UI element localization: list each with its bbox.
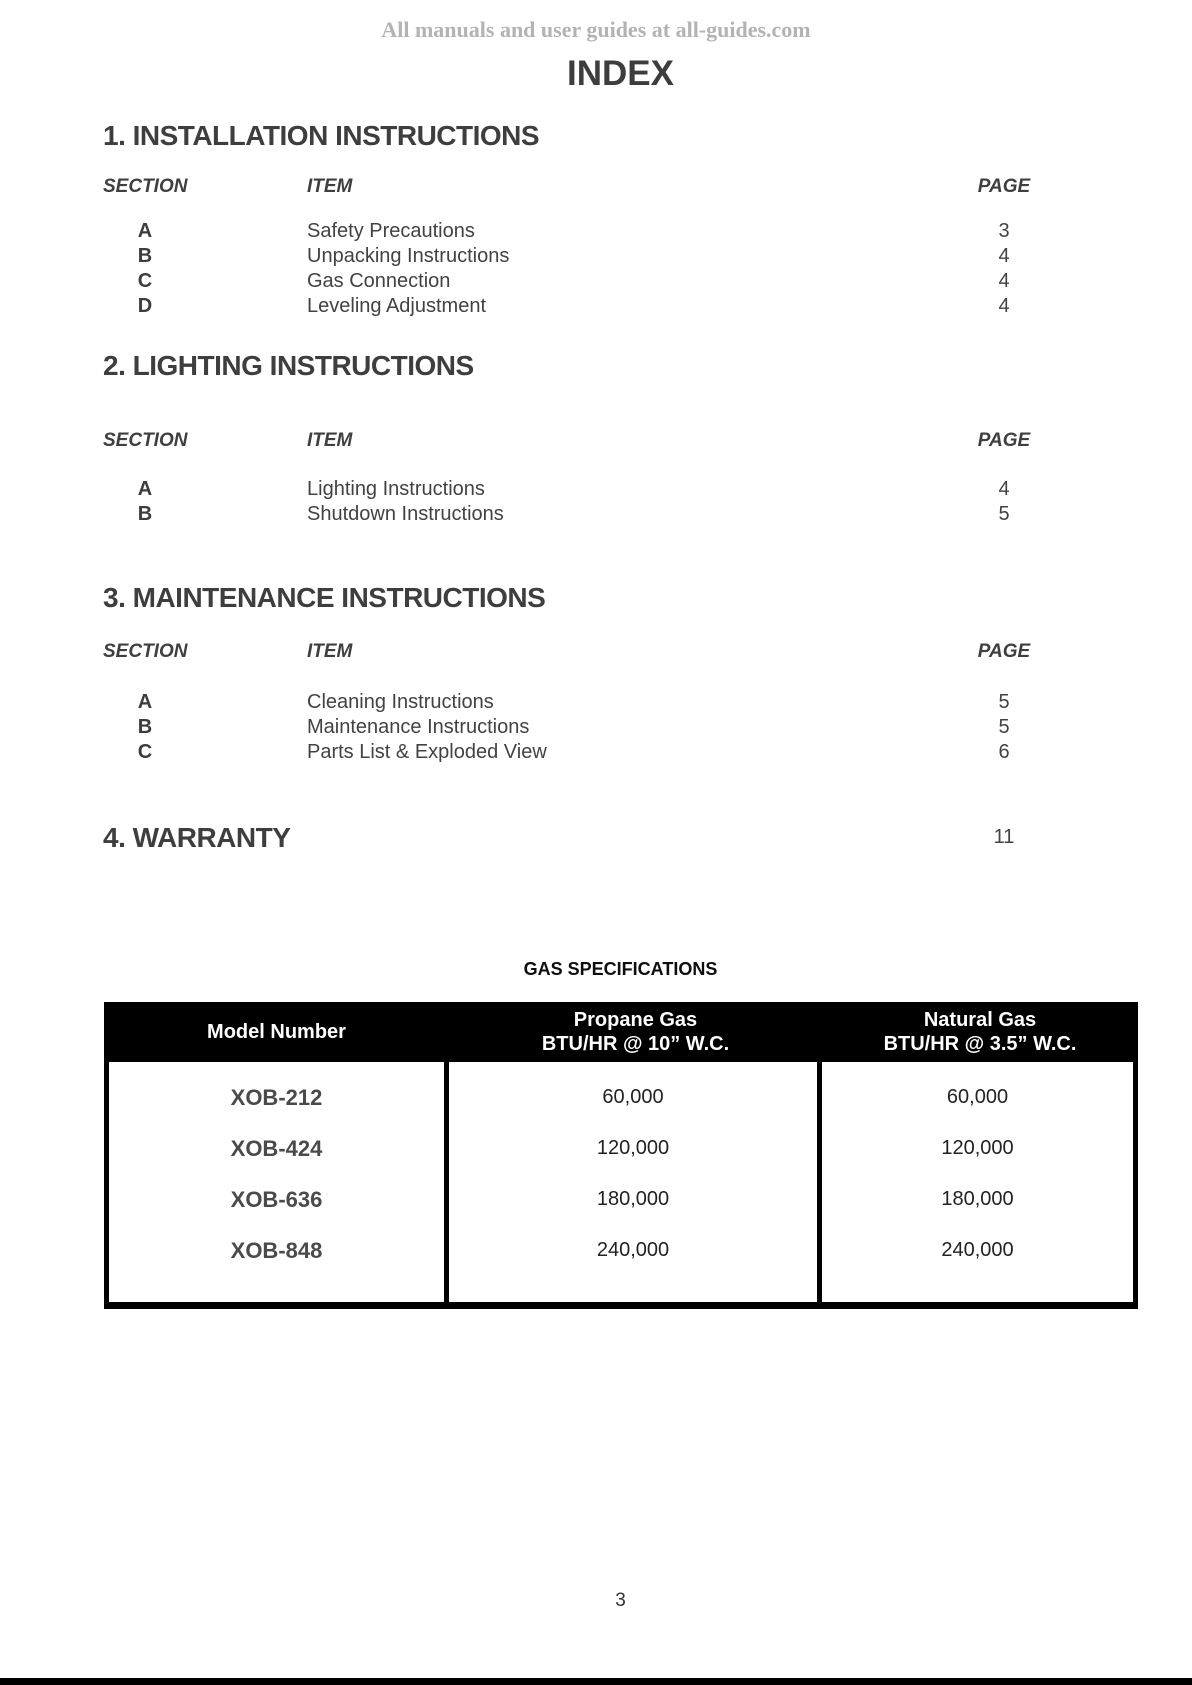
section-heading: 3. MAINTENANCE INSTRUCTIONS bbox=[103, 582, 546, 613]
toc-rows bbox=[103, 219, 1138, 319]
column-header-page: PAGE bbox=[977, 641, 1031, 662]
column-propane-values bbox=[449, 1062, 817, 1302]
toc-item-label: Maintenance Instructions bbox=[307, 716, 530, 738]
header-propane-line1: Propane Gas bbox=[573, 1009, 698, 1031]
toc-item-label: Cleaning Instructions bbox=[307, 691, 494, 713]
gas-spec-table bbox=[104, 1002, 1138, 1309]
toc-page-number: 5 bbox=[998, 716, 1010, 738]
toc-row bbox=[103, 477, 1138, 502]
header-model-label: Model Number bbox=[207, 1021, 346, 1043]
toc-row bbox=[103, 269, 1138, 294]
toc-section-letter: B bbox=[137, 716, 153, 738]
toc-row bbox=[103, 715, 1138, 740]
spec-cell-natural-value: 120,000 bbox=[941, 1137, 1014, 1159]
toc-item-label: Leveling Adjustment bbox=[307, 295, 487, 317]
section-heading: 2. LIGHTING INSTRUCTIONS bbox=[103, 350, 474, 381]
toc-rows bbox=[103, 690, 1138, 765]
toc-section-letter: B bbox=[137, 245, 153, 267]
toc-row bbox=[103, 690, 1138, 715]
column-header-section: SECTION bbox=[103, 430, 188, 451]
spec-cell-propane-value: 120,000 bbox=[596, 1137, 670, 1159]
toc-section-letter: A bbox=[137, 220, 153, 242]
header-natural-line2: BTU/HR @ 3.5” W.C. bbox=[883, 1033, 1077, 1055]
section-heading: 1. INSTALLATION INSTRUCTIONS bbox=[103, 120, 540, 151]
toc-section-letter: A bbox=[137, 691, 153, 713]
column-model-numbers bbox=[109, 1062, 444, 1302]
warranty-heading: 4. WARRANTY bbox=[103, 822, 291, 853]
spec-cell-model: XOB-636 bbox=[230, 1187, 323, 1212]
toc-row bbox=[103, 294, 1138, 319]
toc-page-number: 5 bbox=[998, 691, 1010, 713]
toc-row bbox=[103, 740, 1138, 765]
column-header-page: PAGE bbox=[977, 430, 1031, 451]
spec-cell-natural-value: 60,000 bbox=[946, 1086, 1009, 1108]
toc-column-headers bbox=[103, 176, 1138, 198]
page-number: 3 bbox=[615, 1590, 626, 1611]
toc-row bbox=[103, 219, 1138, 244]
toc-column-headers bbox=[103, 641, 1138, 663]
warranty-page-number: 11 bbox=[993, 826, 1015, 848]
toc-page-number: 5 bbox=[998, 503, 1010, 525]
column-natural-values bbox=[822, 1062, 1133, 1302]
spec-cell-propane-value: 180,000 bbox=[596, 1188, 670, 1210]
page-title: INDEX bbox=[567, 54, 674, 93]
gas-specifications-title: GAS SPECIFICATIONS bbox=[523, 959, 718, 979]
column-header-section: SECTION bbox=[103, 176, 188, 197]
toc-section-letter: C bbox=[137, 741, 153, 763]
spec-cell-propane-value: 240,000 bbox=[596, 1239, 670, 1261]
toc-section-letter: B bbox=[137, 503, 153, 525]
header-cell-propane-gas bbox=[449, 1002, 822, 1062]
header-propane-line2: BTU/HR @ 10” W.C. bbox=[541, 1033, 730, 1055]
toc-item-label: Safety Precautions bbox=[307, 220, 475, 242]
toc-section-letter: C bbox=[137, 270, 153, 292]
spec-cell-model: XOB-424 bbox=[230, 1136, 323, 1161]
header-cell-natural-gas bbox=[822, 1002, 1138, 1062]
spec-cell-model: XOB-212 bbox=[230, 1085, 323, 1110]
spec-cell-natural-value: 240,000 bbox=[941, 1239, 1014, 1261]
toc-page-number: 6 bbox=[998, 741, 1010, 763]
column-header-page: PAGE bbox=[977, 176, 1031, 197]
toc-section-letter: D bbox=[137, 295, 153, 317]
scan-edge-bar bbox=[0, 1678, 1192, 1685]
column-header-item: ITEM bbox=[307, 430, 353, 451]
toc-item-label: Shutdown Instructions bbox=[307, 503, 504, 525]
spec-cell-propane-value: 60,000 bbox=[602, 1086, 664, 1108]
spec-cell-natural-value: 180,000 bbox=[941, 1188, 1014, 1210]
watermark-text: All manuals and user guides at all-guides.com bbox=[381, 17, 811, 42]
toc-column-headers bbox=[103, 430, 1138, 452]
toc-item-label: Lighting Instructions bbox=[307, 478, 485, 500]
toc-row bbox=[103, 244, 1138, 269]
toc-rows bbox=[103, 477, 1138, 527]
content bbox=[103, 0, 1138, 1685]
gas-spec-table-body bbox=[104, 1062, 1138, 1309]
header-natural-line1: Natural Gas bbox=[923, 1009, 1037, 1031]
column-header-item: ITEM bbox=[307, 176, 353, 197]
toc-row bbox=[103, 502, 1138, 527]
toc-item-label: Gas Connection bbox=[307, 270, 451, 292]
toc-section-letter: A bbox=[137, 478, 153, 500]
header-cell-model-number bbox=[104, 1002, 449, 1062]
toc-page-number: 3 bbox=[998, 220, 1010, 242]
column-header-section: SECTION bbox=[103, 641, 188, 662]
toc-page-number: 4 bbox=[998, 245, 1010, 267]
toc-page-number: 4 bbox=[998, 270, 1010, 292]
column-header-item: ITEM bbox=[307, 641, 353, 662]
toc-item-label: Unpacking Instructions bbox=[307, 245, 510, 267]
toc-item-label: Parts List & Exploded View bbox=[307, 741, 547, 763]
toc-page-number: 4 bbox=[998, 478, 1010, 500]
toc-page-number: 4 bbox=[998, 295, 1010, 317]
spec-cell-model: XOB-848 bbox=[230, 1238, 323, 1263]
gas-spec-table-header bbox=[104, 1002, 1138, 1062]
